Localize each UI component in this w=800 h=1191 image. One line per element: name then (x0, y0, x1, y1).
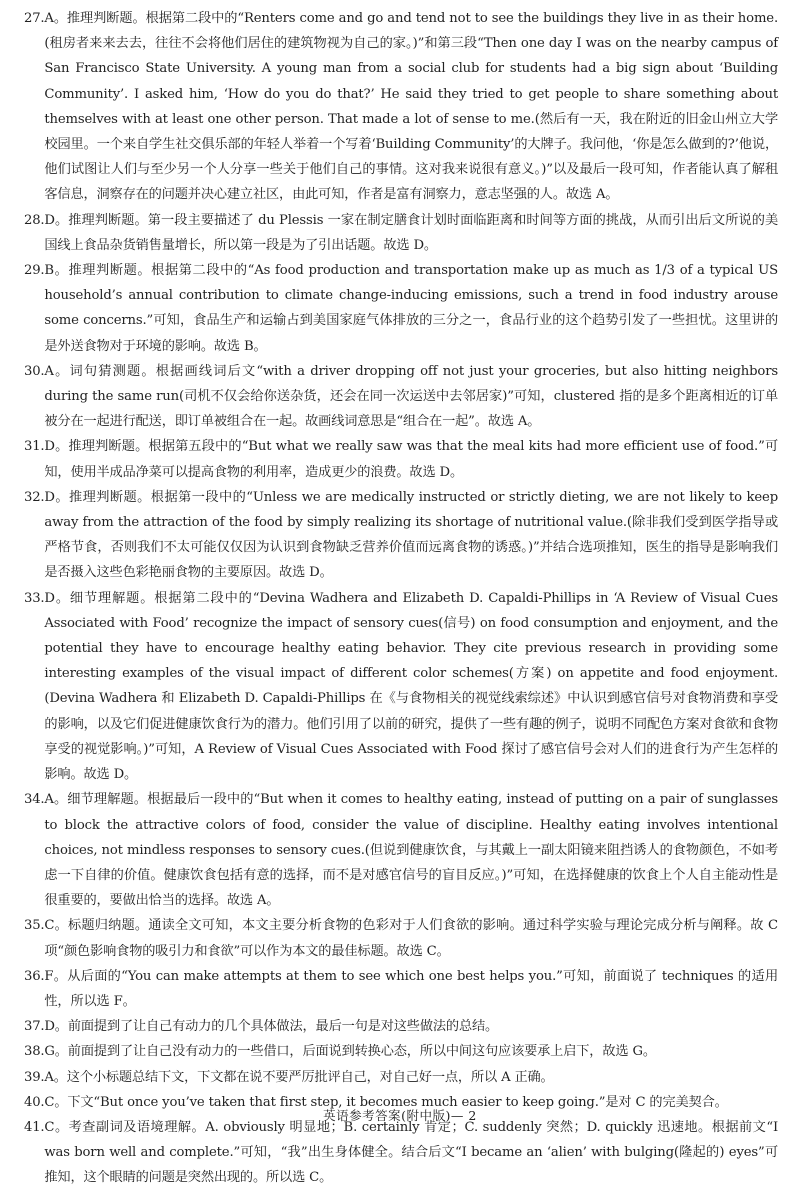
answer-item-37 (24, 1014, 778, 1039)
answer-number: 34. (24, 792, 45, 808)
answer-explanation: A。推理判断题。根据第二段中的“Renters come and go and tend not to see the buildings they live in as their home.(租房者来来去去，往往不会将他们居住的建筑物视为自己的家。)”和第三段“Then one day I was on the nearby campus of San Francisco State University. A young man from a social club for students had a big sign about ‘Building Community’. I asked him, ‘How do you do that?’ He said they tried to get people to share something about themselves with at least one other person. That made a lot of sense to me.(然后有一天，我在附近的旧金山州立大学校园里。一个来自学生社交俱乐部的年轻人举着一个写着‘Building Community’的大牌子。我问他，‘你是怎么做到的?’他说，他们试图让人们与至少另一个人分享一些关于他们自己的事情。这对我来说很有意义。)”以及最后一段可知，作者能认真了解租客信息，洞察存在的问题并决心建立社区，由此可知，作者是富有洞察力，意志坚强的人。故选 A。 (44, 11, 778, 203)
page-footer: 英语参考答案(附中版)— 2 (323, 1108, 477, 1123)
answer-item-27 (24, 6, 778, 208)
answer-number: 33. (24, 590, 45, 606)
answer-number: 31. (24, 439, 45, 455)
answer-item-32 (24, 485, 778, 586)
answer-number: 41. (24, 1119, 45, 1135)
answer-explanation: F。从后面的“You can make attempts at them to see which one best helps you.”可知，前面说了 techniques 的适用性，所以选 F。 (44, 968, 778, 1009)
answer-number: 28. (24, 212, 45, 228)
answer-item-39 (24, 1065, 778, 1090)
answer-explanation: D。细节理解题。根据第二段中的“Devina Wadhera and Elizabeth D. Capaldi-Phillips in ‘A Review of Visual Cues Associated with Food’ recognize the impact of sensory cues(信号) on food consumption and enjoyment, and the potential they have to encourage healthy eating behavior. They cite previous research in providing some interesting examples of the visual impact of different color schemes(方案) on appetite and food enjoyment.(Devina Wadhera 和 Elizabeth D. Capaldi-Phillips 在《与食物相关的视觉线索综述》中认识到感官信号对食物消费和享受的影响，以及它们促进健康饮食行为的潜力。他们引用了以前的研究，提供了一些有趣的例子，说明不同配色方案对食欲和食物享受的视觉影响。)”可知，A Review of Visual Cues Associated with Food 探讨了感官信号会对人们的进食行为产生怎样的影响。故选 D。 (44, 590, 778, 783)
answer-explanation: D。推理判断题。根据第一段中的“Unless we are medically instructed or strictly dieting, we are not likely to keep away from the attraction of the food by simply realizing its shortage of nutritional value.(除非我们受到医学指导或严格节食，否则我们不太可能仅仅因为认识到食物缺乏营养价值而远离食物的诱惑。)”并结合选项推知，医生的指导是影响我们是否摄入这些色彩艳丽食物的主要原因。故选 D。 (44, 489, 778, 581)
answer-item-28 (24, 208, 778, 258)
answer-item-34 (24, 787, 778, 913)
answer-key-page (24, 6, 778, 1191)
answer-number: 29. (24, 263, 45, 279)
answer-number: 36. (24, 968, 45, 984)
answer-number: 40. (24, 1094, 45, 1110)
answer-item-35 (24, 913, 778, 963)
answer-explanation: D。前面提到了让自己有动力的几个具体做法，最后一句是对这些做法的总结。 (44, 1019, 499, 1035)
answer-explanation: C。标题归纳题。通读全文可知，本文主要分析食物的色彩对于人们食欲的影响。通过科学实验与理论完成分析与阐释。故 C 项“颜色影响食物的吸引力和食欲”可以作为本文的最佳标题。故选 C。 (44, 918, 778, 959)
answer-explanation: A。细节理解题。根据最后一段中的“But when it comes to healthy eating, instead of putting on a pair of sunglasses to block the attractive colors of food, consider the value of discipline. Healthy eating involves intentional choices, not mindless responses to sensory cues.(但说到健康饮食，与其戴上一副太阳镜来阻挡诱人的食物颜色，不如考虑一下自律的价值。健康饮食包括有意的选择，而不是对感官信号的盲目反应。)”可知，在选择健康的饮食上个人自主能动性是很重要的，要做出恰当的选择。故选 A。 (44, 792, 778, 909)
answer-explanation: C。下文“But once you’ve taken that first step, it becomes much easier to keep going.”是对 C 的完美契合。 (44, 1094, 728, 1110)
answer-item-36 (24, 964, 778, 1014)
answer-number: 30. (24, 363, 45, 379)
answer-number: 37. (24, 1019, 45, 1035)
answer-item-41 (24, 1115, 778, 1191)
answer-explanation: D。推理判断题。第一段主要描述了 du Plessis 一家在制定膳食计划时面临距离和时间等方面的挑战，从而引出后文所说的美国线上食品杂货销售量增长，所以第一段是为了引出话题。故选 D。 (44, 212, 778, 253)
answer-item-29 (24, 258, 778, 359)
answer-number: 39. (24, 1069, 45, 1085)
answer-explanation: A。这个小标题总结下文，下文都在说不要严厉批评自己，对自己好一点，所以 A 正确。 (44, 1069, 554, 1085)
answer-number: 35. (24, 918, 45, 934)
answer-explanation: A。词句猜测题。根据画线词后文“with a driver dropping off not just your groceries, but also hitting neighbors during the same run(司机不仅会给你送杂货，还会在同一次运送中去邻居家)”可知，clustered 指的是多个距离相近的订单被分在一起进行配送，即订单被组合在一起。故画线词意思是“组合在一起”。故选 A。 (44, 363, 778, 430)
answer-item-38 (24, 1039, 778, 1064)
answer-item-33 (24, 586, 778, 788)
answer-number: 27. (24, 11, 45, 26)
answer-item-31 (24, 434, 778, 484)
answer-explanation: D。推理判断题。根据第五段中的“But what we really saw was that the meal kits had more efficient use of food.”可知，使用半成品净菜可以提高食物的利用率，造成更少的浪费。故选 D。 (44, 439, 778, 480)
answer-explanation: C。考查副词及语境理解。A. obviously 明显地；B. certainly 肯定；C. suddenly 突然；D. quickly 迅速地。根据前文“I was born well and complete.”可知，“我”出生身体健全。结合后文“I became an ‘alien’ with bulging(隆起的) eyes”可推知，这个眼睛的问题是突然出现的。所以选 C。 (44, 1119, 778, 1186)
answer-number: 38. (24, 1044, 45, 1060)
answer-number: 32. (24, 489, 45, 505)
answer-explanation: B。推理判断题。根据第二段中的“As food production and transportation make up as much as 1/3 of a typical US household’s annual contribution to climate change-inducing emissions, such a trend in food industry arouse some concerns.”可知，食品生产和运输占到美国家庭气体排放的三分之一，食品行业的这个趋势引发了一些担忧。这里讲的是外送食物对于环境的影响。故选 B。 (44, 263, 778, 354)
answer-explanation: G。前面提到了让自己没有动力的一些借口，后面说到转换心态，所以中间这句应该要承上启下，故选 G。 (44, 1044, 656, 1060)
answer-item-30 (24, 359, 778, 435)
